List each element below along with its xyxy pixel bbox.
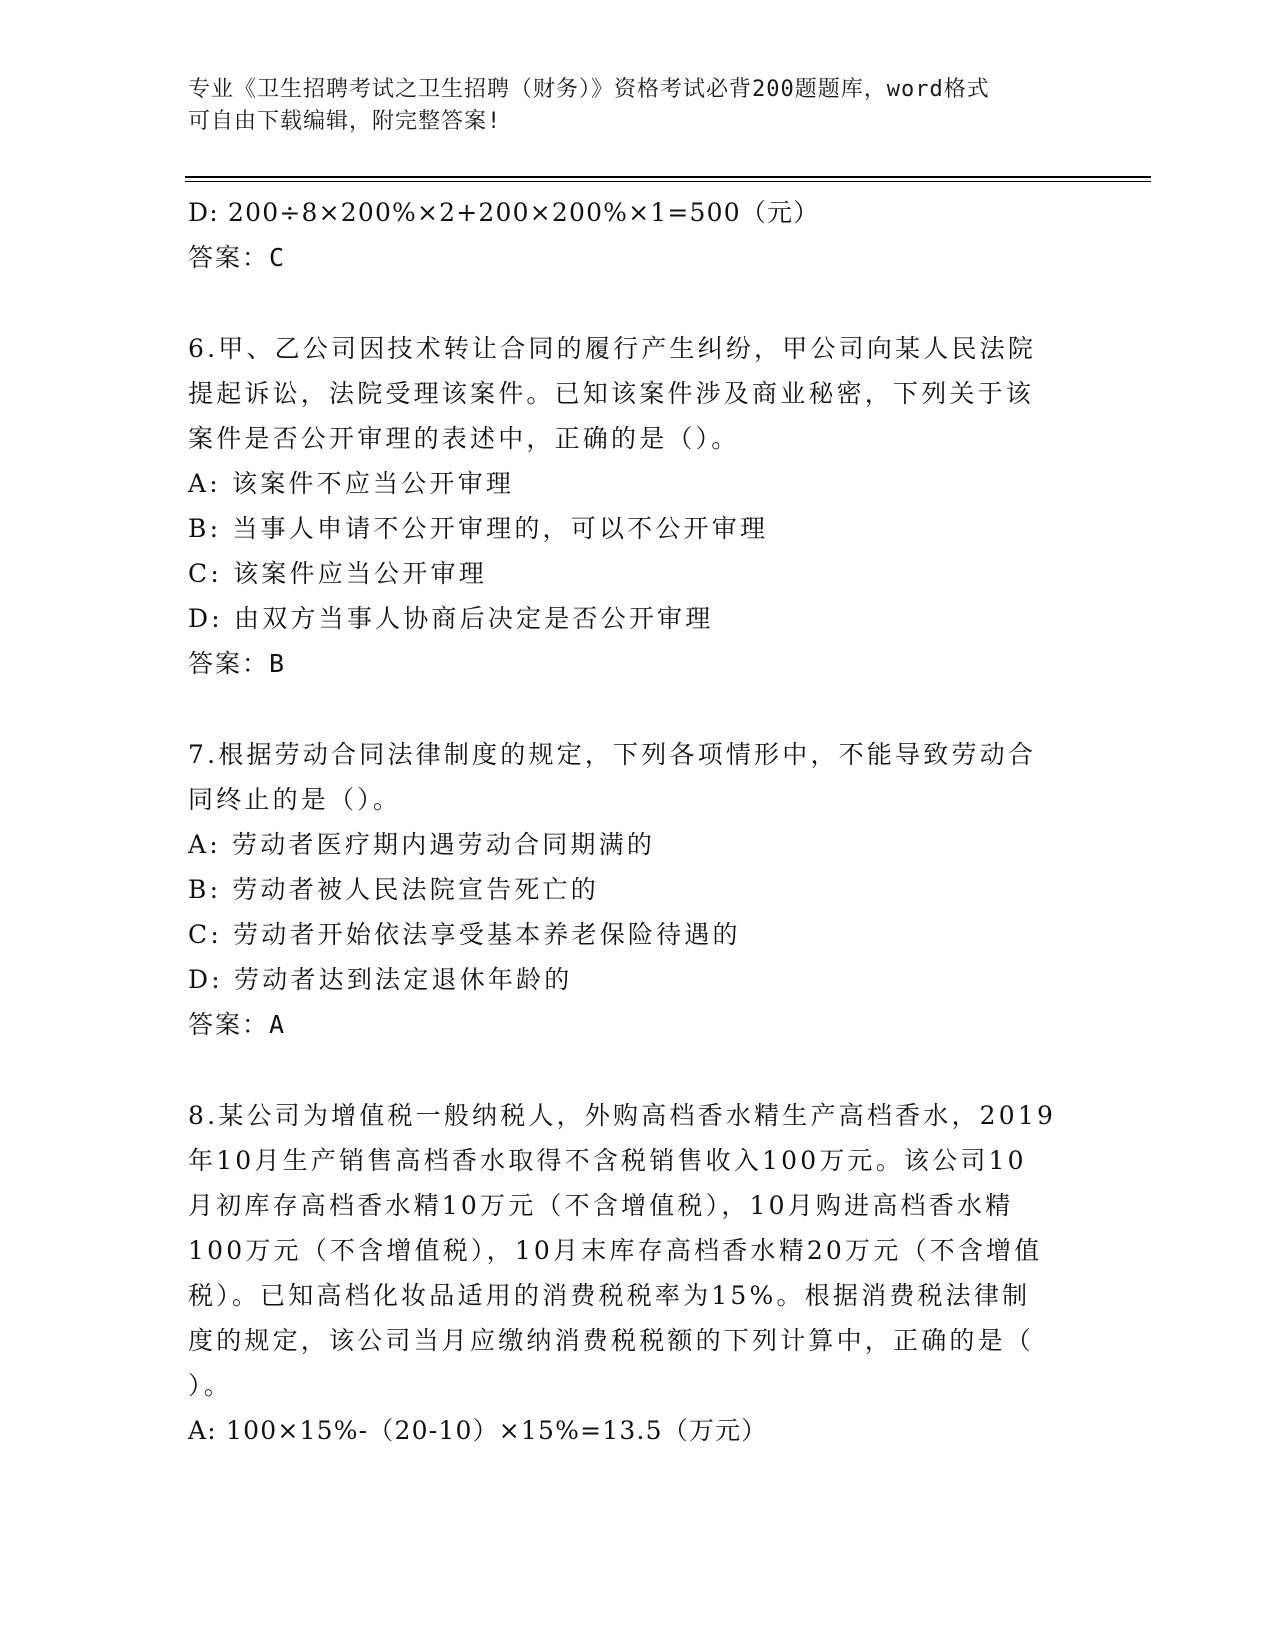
question-text-line: 年10月生产销售高档香水取得不含税销售收入100万元。该公司10 xyxy=(188,1146,1027,1175)
option-a: A: 劳动者医疗期内遇劳动合同期满的 xyxy=(188,830,656,859)
question-text-line: 100万元（不含增值税），10月末库存高档香水精20万元（不含增值 xyxy=(188,1236,1043,1265)
option-d: D: 劳动者达到法定退休年龄的 xyxy=(188,965,573,994)
question-6 xyxy=(188,326,1078,686)
header-rule-thin xyxy=(185,181,1151,182)
question-text-line: 度的规定，该公司当月应缴纳消费税税额的下列计算中，正确的是（ xyxy=(188,1326,1035,1355)
option-c: C: 劳动者开始依法享受基本养老保险待遇的 xyxy=(188,920,741,949)
answer-value: B xyxy=(269,649,285,678)
spacer xyxy=(188,280,1078,326)
option-a: A: 该案件不应当公开审理 xyxy=(188,469,515,498)
spacer xyxy=(188,686,1078,732)
answer-label: 答案： xyxy=(188,649,270,678)
question-8 xyxy=(188,1093,1078,1453)
prev-option-d: D: 200÷8×200%×2+200×200%×1=500（元） xyxy=(188,198,820,227)
option-c: C: 该案件应当公开审理 xyxy=(188,559,487,588)
document-body xyxy=(188,190,1078,1453)
question-text-line: 案件是否公开审理的表述中，正确的是（）。 xyxy=(188,424,740,453)
document-header xyxy=(188,74,1088,138)
question-7 xyxy=(188,732,1078,1047)
header-rule-thick xyxy=(185,176,1151,178)
answer-value: C xyxy=(269,243,285,272)
option-b: B: 劳动者被人民法院宣告死亡的 xyxy=(188,875,599,904)
question-text-line: 税）。已知高档化妆品适用的消费税税率为15%。根据消费税法律制 xyxy=(188,1281,1031,1310)
question-text-line: 提起诉讼，法院受理该案件。已知该案件涉及商业秘密，下列关于该 xyxy=(188,379,1035,408)
answer-value: A xyxy=(269,1010,285,1039)
question-text-line: 8.某公司为增值税一般纳税人，外购高档香水精生产高档香水，2019 xyxy=(188,1101,1057,1130)
spacer xyxy=(188,1047,1078,1093)
answer-label: 答案： xyxy=(188,1010,270,1039)
answer-label: 答案： xyxy=(188,243,270,272)
question-text-line: 6.甲、乙公司因技术转让合同的履行产生纠纷，甲公司向某人民法院 xyxy=(188,334,1037,363)
question-6-answer xyxy=(188,641,1078,686)
header-line-2: 可自由下载编辑，附完整答案! xyxy=(188,109,502,134)
question-text-line: 7.根据劳动合同法律制度的规定，下列各项情形中，不能导致劳动合 xyxy=(188,740,1037,769)
question-text-line: ）。 xyxy=(188,1371,232,1400)
question-text-line: 同终止的是（）。 xyxy=(188,785,402,814)
header-line-1: 专业《卫生招聘考试之卫生招聘（财务）》资格考试必背200题题库，word格式 xyxy=(188,77,990,102)
prev-answer xyxy=(188,235,1078,280)
question-7-answer xyxy=(188,1002,1078,1047)
option-a: A: 100×15%-（20-10）×15%=13.5（万元） xyxy=(188,1416,768,1445)
option-d: D: 由双方当事人协商后决定是否公开审理 xyxy=(188,604,714,633)
question-text-line: 月初库存高档香水精10万元（不含增值税），10月购进高档香水精 xyxy=(188,1191,1014,1220)
option-b: B: 当事人申请不公开审理的，可以不公开审理 xyxy=(188,514,769,543)
